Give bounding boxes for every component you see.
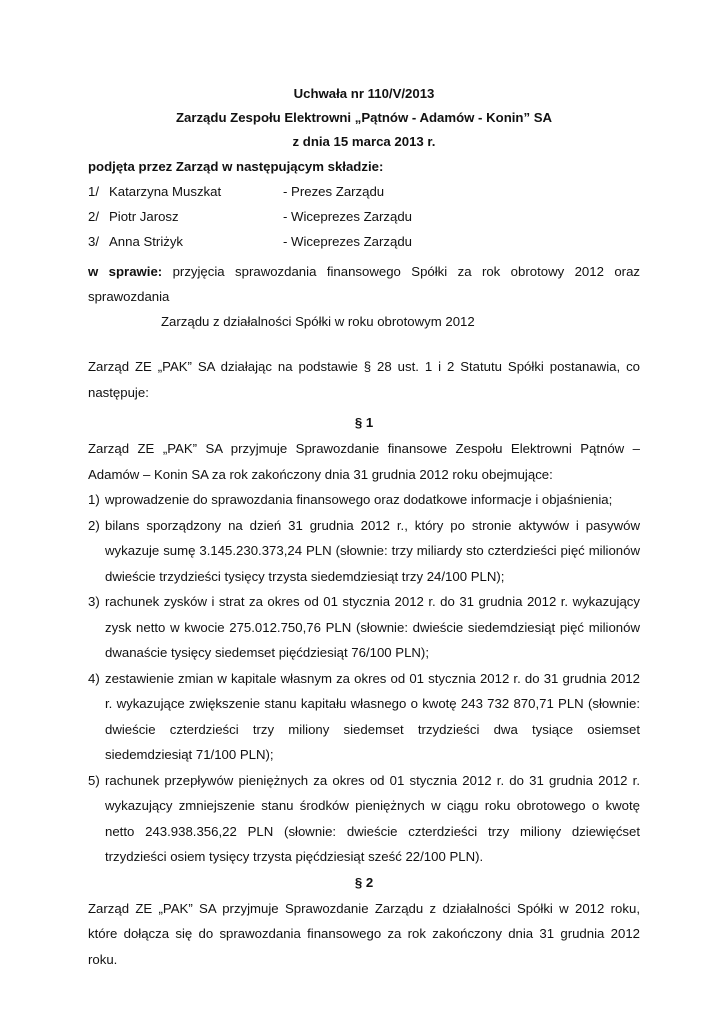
document-page (88, 82, 640, 972)
member-role: - Wiceprezes Zarządu (283, 234, 412, 249)
list-item-number: 3) (88, 594, 100, 609)
section-1-list (88, 487, 640, 870)
list-item-number: 4) (88, 670, 100, 686)
board-member (88, 204, 640, 229)
board-member (88, 179, 640, 204)
section-2-heading: § 2 (354, 874, 374, 890)
member-name: Katarzyna Muszkat (109, 184, 222, 199)
list-item-number: 1) (88, 492, 100, 507)
member-role: - Prezes Zarządu (283, 184, 385, 199)
board-organization: Zarządu Zespołu Elektrowni „Pątnów - Adamów - Konin” SA (175, 110, 553, 125)
list-item-text: wprowadzenie do sprawozdania finansowego oraz dodatkowe informacje i objaśnienia; (105, 492, 613, 507)
matter-label: w sprawie: (88, 264, 163, 279)
list-item-number: 2) (88, 517, 100, 533)
list-item (88, 513, 640, 590)
member-number: 2/ (88, 209, 99, 224)
list-item-number: 5) (88, 772, 100, 788)
list-item-text: rachunek przepływów pieniężnych za okres od 01 stycznia 2012 r. do 31 grudnia 2012 r. wykazujący zmniejszenie stanu środków pieniężnych w ciągu roku obrotowego o kwotę netto 243.938.356,22 PLN (słownie: dwieście czterdzieści trzy miliony dziewięćset trzydzieści osiem tysięcy trzysta pięćdziesiąt sześć 22/100 PLN). (105, 772, 640, 864)
member-name: Piotr Jarosz (109, 209, 179, 224)
board-member (88, 229, 640, 254)
list-item (88, 589, 640, 666)
member-role: - Wiceprezes Zarządu (283, 209, 412, 224)
list-item (88, 666, 640, 768)
resolution-title: Uchwała nr 110/V/2013 (293, 86, 435, 101)
section-2-text: Zarząd ZE „PAK” SA przyjmuje Sprawozdanie Zarządu z działalności Spółki w 2012 roku, które dołącza się do sprawozdania finansowego za rok zakończony dnia 31 grudnia 2012 roku. (88, 900, 640, 967)
preamble: Zarząd ZE „PAK” SA działając na podstawie § 28 ust. 1 i 2 Statutu Spółki postanawia, co następuje: (88, 359, 640, 400)
member-number: 3/ (88, 234, 99, 249)
board-intro: podjęta przez Zarząd w następującym składzie: (88, 159, 384, 174)
list-item (88, 768, 640, 870)
member-name: Anna Striżyk (109, 234, 184, 249)
section-1-heading: § 1 (354, 415, 374, 430)
list-item-text: rachunek zysków i strat za okres od 01 stycznia 2012 r. do 31 grudnia 2012 r. wykazujący zysk netto w kwocie 275.012.750,76 PLN (słownie: dwieście siedemdziesiąt pięć milionów dwanaście tysięcy siedemset pięćdziesiąt 76/100 PLN); (105, 594, 640, 660)
list-item-text: bilans sporządzony na dzień 31 grudnia 2012 r., który po stronie aktywów i pasywów wykazuje sumę 3.145.230.373,24 PLN (słownie: trzy miliardy sto czterdzieści pięć milionów dwieście trzydzieści tysięcy trzysta siedemdziesiąt trzy 24/100 PLN); (105, 517, 640, 584)
member-number: 1/ (88, 184, 99, 199)
section-1-intro: Zarząd ZE „PAK” SA przyjmuje Sprawozdanie finansowe Zespołu Elektrowni Pątnów – Adamów – Konin SA za rok zakończony dnia 31 grudnia 2012 roku obejmujące: (88, 441, 640, 482)
list-item (88, 487, 640, 513)
matter-block (88, 259, 640, 334)
matter-line-2: Zarządu z działalności Spółki w roku obrotowym 2012 (161, 314, 475, 329)
list-item-text: zestawienie zmian w kapitale własnym za okres od 01 stycznia 2012 r. do 31 grudnia 2012 r. wykazujące zwiększenie stanu kapitału własnego o kwotę 243 732 870,71 PLN (słownie: dwieście czterdzieści trzy miliony siedemset trzydzieści dwa tysiące osiemset siedemdziesiąt 71/100 PLN); (105, 670, 640, 762)
matter-line-1: przyjęcia sprawozdania finansowego Spółki za rok obrotowy 2012 oraz sprawozdania (88, 264, 640, 304)
resolution-date: z dnia 15 marca 2013 r. (292, 134, 436, 149)
